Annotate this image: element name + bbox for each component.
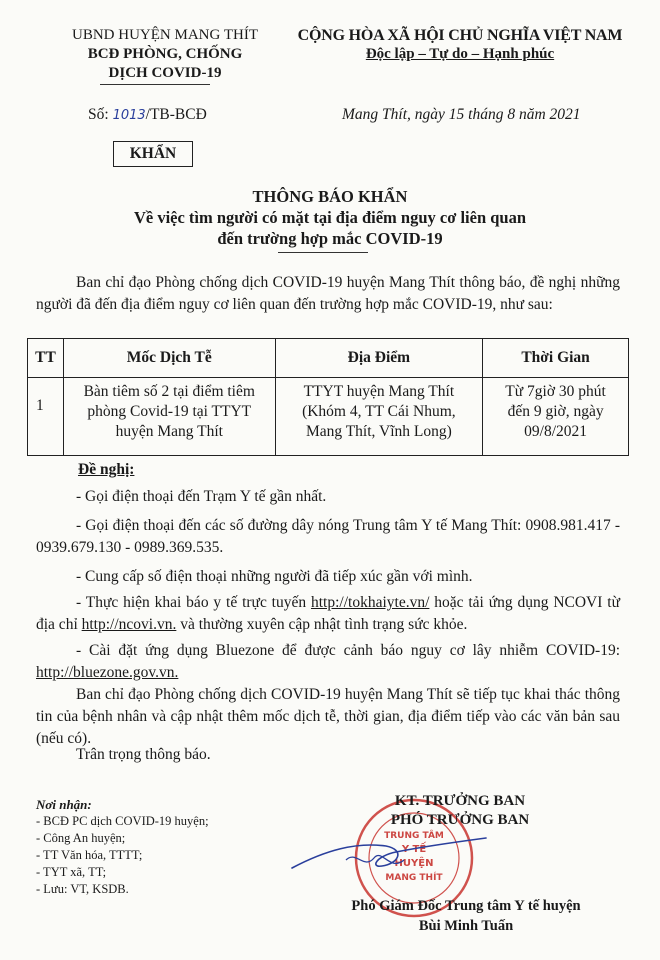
nation-name: CỘNG HÒA XÃ HỘI CHỦ NGHĨA VIỆT NAM — [297, 27, 623, 44]
seal-line-3: HUYỆN — [394, 858, 434, 869]
signer-block — [316, 896, 616, 936]
seal-line-2: Y TẾ — [401, 844, 427, 855]
authority-line-1: UBND HUYỆN MANG THÍT — [72, 27, 258, 43]
doc-no-handwritten: 1013 — [112, 108, 146, 123]
closing-paragraph: Ban chỉ đạo Phòng chống dịch COVID-19 huyện Mang Thít sẽ tiếp tục khai thác thông tin của bệnh nhân và cập nhật thêm mốc dịch tễ, thời gian, địa điểm tiếp vào các văn bản sau (nếu có). — [36, 686, 620, 747]
cell-tg-line: đến 9 giờ, ngày — [507, 403, 604, 420]
place-date: Mang Thít, ngày 15 tháng 8 năm 2021 — [342, 106, 581, 123]
col-header-thoi-gian: Thời Gian — [483, 339, 629, 378]
cell-moc — [63, 378, 275, 456]
cell-tt — [28, 378, 64, 456]
doc-no-prefix: Số: — [88, 106, 109, 123]
motto: Độc lập – Tự do – Hạnh phúc — [365, 46, 555, 62]
tokhaiyte-link[interactable]: http://tokhaiyte.vn/ — [310, 594, 430, 611]
cell-dia-line: (Khóm 4, TT Cái Nhum, — [302, 403, 456, 420]
title-line-3: đến trường hợp mắc COVID-19 — [217, 229, 443, 248]
cell-moc-line: Bàn tiêm số 2 tại điểm tiêm — [83, 383, 255, 400]
proposal-1: - Gọi điện thoại đến Trạm Y tế gần nhất. — [76, 488, 327, 505]
seal-line-1: TRUNG TÂM — [384, 831, 444, 841]
col-header-dia-diem: Địa Điểm — [275, 339, 483, 378]
col-header-tt: TT — [28, 339, 64, 378]
bluezone-link[interactable]: http://bluezone.gov.vn. — [36, 664, 179, 681]
list-item: - Lưu: VT, KSDB. — [36, 882, 129, 896]
document-number — [88, 106, 207, 124]
cell-moc-line: phòng Covid-19 tại TTYT — [87, 403, 252, 420]
recipients-heading: Nơi nhận: — [36, 797, 92, 812]
intro-paragraph: Ban chỉ đạo Phòng chống dịch COVID-19 huyện Mang Thít thông báo, đề nghị những người đã đến địa điểm nguy cơ liên quan đến trường hợp mắc COVID-19, như sau: — [36, 274, 620, 313]
proposal-4 — [36, 592, 620, 636]
table-row — [28, 378, 629, 456]
title-line-2: Về việc tìm người có mặt tại địa điểm nguy cơ liên quan — [133, 208, 527, 227]
authority-underline — [100, 84, 210, 85]
signer-title: Phó Giám Đốc Trung tâm Y tế huyện — [351, 898, 581, 914]
cell-dia-line: TTYT huyện Mang Thít — [303, 383, 455, 400]
regards: Trân trọng thông báo. — [76, 746, 211, 763]
cell-dia-diem — [275, 378, 483, 456]
seal-line-4: MANG THÍT — [385, 873, 443, 883]
issuing-authority — [40, 26, 290, 83]
motto-line — [284, 45, 636, 64]
list-item: - Công An huyện; — [36, 831, 126, 845]
proposal-3: - Cung cấp số điện thoại những người đã tiếp xúc gần với mình. — [76, 568, 473, 585]
cell-thoi-gian — [483, 378, 629, 456]
list-item: - TYT xã, TT; — [36, 865, 107, 879]
signature-kt: KT. TRƯỞNG BAN — [394, 793, 526, 809]
list-item: - BCĐ PC dịch COVID-19 huyện; — [36, 814, 209, 828]
ncovi-link[interactable]: http://ncovi.vn. — [81, 616, 177, 633]
recipients-block — [36, 796, 209, 898]
signature-pho: PHÓ TRƯỞNG BAN — [390, 812, 530, 828]
proposal-5 — [36, 640, 620, 684]
col-header-moc: Mốc Dịch Tễ — [63, 339, 275, 378]
table-header-row — [28, 339, 629, 378]
proposal-4-text-b: hoặc tải ứng dụng NCOVI từ địa chỉ — [36, 594, 620, 633]
authority-line-3: DỊCH COVID-19 — [108, 65, 222, 81]
cell-tg-line: Từ 7giờ 30 phút — [505, 383, 606, 400]
list-item: - TT Văn hóa, TTTT; — [36, 848, 143, 862]
proposal-4-text-a: - Thực hiện khai báo y tế trực tuyến — [76, 594, 307, 611]
title-line-1: THÔNG BÁO KHẨN — [252, 187, 408, 206]
national-header — [284, 26, 636, 64]
document-title — [0, 186, 660, 249]
signer-name: Bùi Minh Tuấn — [418, 918, 514, 934]
authority-line-2: BCĐ PHÒNG, CHỐNG — [87, 46, 243, 62]
proposal-4-text-c: và thường xuyên cập nhật tình trạng sức khỏe. — [180, 616, 468, 633]
handwritten-signature-icon — [286, 820, 506, 890]
proposal-5-text: - Cài đặt ứng dụng Bluezone để được cảnh báo nguy cơ lây nhiễm COVID-19: — [76, 642, 620, 659]
cell-dia-line: Mang Thít, Vĩnh Long) — [305, 423, 452, 440]
proposal-2: - Gọi điện thoại đến các số đường dây nóng Trung tâm Y tế Mang Thít: 0908.981.417 - 0939.679.130 - 0989.369.535. — [36, 517, 620, 556]
urgent-stamp: KHẨN — [113, 141, 193, 167]
cell-tg-line: 09/8/2021 — [524, 423, 588, 440]
cell-moc-line: huyện Mang Thít — [115, 423, 223, 440]
proposals-heading: Đề nghị: — [78, 461, 135, 478]
cell-tt-value: 1 — [36, 397, 44, 414]
doc-no-suffix: /TB-BCĐ — [145, 106, 207, 123]
epidemiology-table — [27, 338, 629, 456]
title-underline — [278, 252, 368, 253]
